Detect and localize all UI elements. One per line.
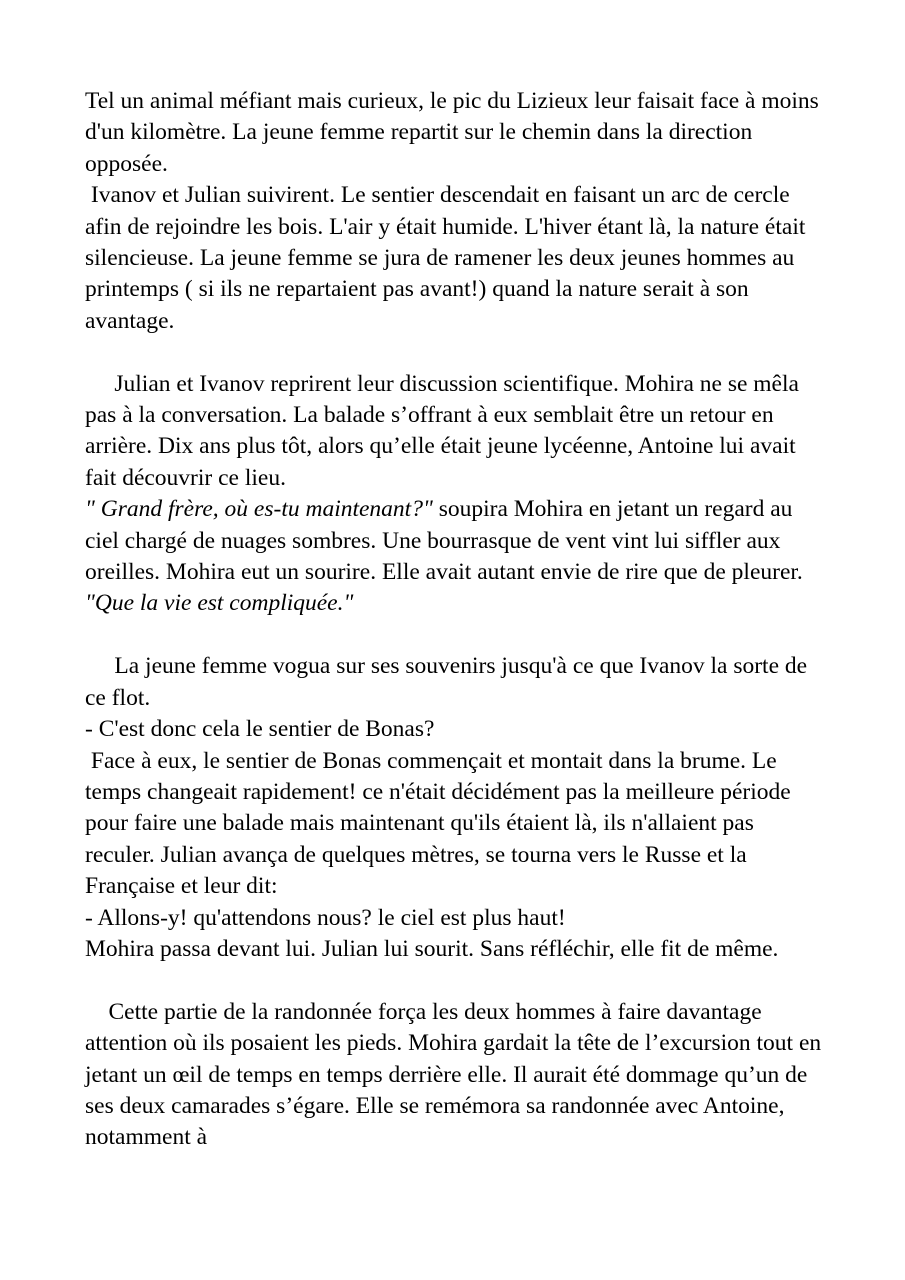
paragraph-10: Cette partie de la randonnée força les deux hommes à faire davantage attention où ils posaient les pieds. Mohira gardait la tête de l’excursion tout en jetant un œil de temps en temps derrière elle. Il aurait été dommage qu’un de ses deux camarades s’égare. Elle se remémora sa randonnée avec Antoine, notamment à <box>85 998 828 1151</box>
paragraph-4 <box>85 494 822 620</box>
paragraph-5: La jeune femme vogua sur ses souvenirs jusqu'à ce que Ivanov la sorte de ce flot. <box>85 653 813 711</box>
quote-grand-frere: " Grand frère, où es-tu maintenant?" <box>85 496 433 523</box>
paragraph-3: Julian et Ivanov reprirent leur discussion scientifique. Mohira ne se mêla pas à la conversation. La balade s’offrant à eux semblait être un retour en arrière. Dix ans plus tôt, alors qu’elle était jeune lycéenne, Antoine lui avait fait découvrir ce lieu. <box>85 370 805 491</box>
paragraph-6: - C'est donc cela le sentier de Bonas? <box>85 716 435 743</box>
paragraph-4-narration: soupira Mohira en jetant un regard au ciel chargé de nuages sombres. Une bourrasque de vent vint lui siffler aux oreilles. Mohira eut un sourire. Elle avait autant envie de rire que de pleurer. <box>85 496 809 586</box>
paragraph-spacer-1 <box>85 337 822 368</box>
quote-que-la-vie: "Que la vie est compliquée." <box>85 590 354 617</box>
paragraph-8: - Allons-y! qu'attendons nous? le ciel est plus haut! <box>85 904 566 931</box>
paragraph-2: Ivanov et Julian suivirent. Le sentier descendait en faisant un arc de cercle afin de rejoindre les bois. L'air y était humide. L'hiver étant là, la nature était silencieuse. La jeune femme se jura de ramener les deux jeunes hommes au printemps ( si ils ne repartaient pas avant!) quand la nature serait à son avantage. <box>85 182 812 334</box>
paragraph-7: Face à eux, le sentier de Bonas commençait et montait dans la brume. Le temps changeait rapidement! ce n'était décidément pas la meilleure période pour faire une balade mais maintenant qu'ils étaient là, ils n'allaient pas reculer. Julian avança de quelques mètres, se tourna vers le Russe et la Française et leur dit: <box>85 747 797 900</box>
paragraph-spacer-2 <box>85 620 822 651</box>
paragraph-9: Mohira passa devant lui. Julian lui sourit. Sans réfléchir, elle fit de même. <box>85 935 779 962</box>
document-text-column <box>85 86 828 1154</box>
paragraph-1: Tel un animal méfiant mais curieux, le pic du Lizieux leur faisait face à moins d'un kilomètre. La jeune femme repartit sur le chemin dans la direction opposée. <box>85 88 825 177</box>
paragraph-spacer-3 <box>85 965 822 996</box>
